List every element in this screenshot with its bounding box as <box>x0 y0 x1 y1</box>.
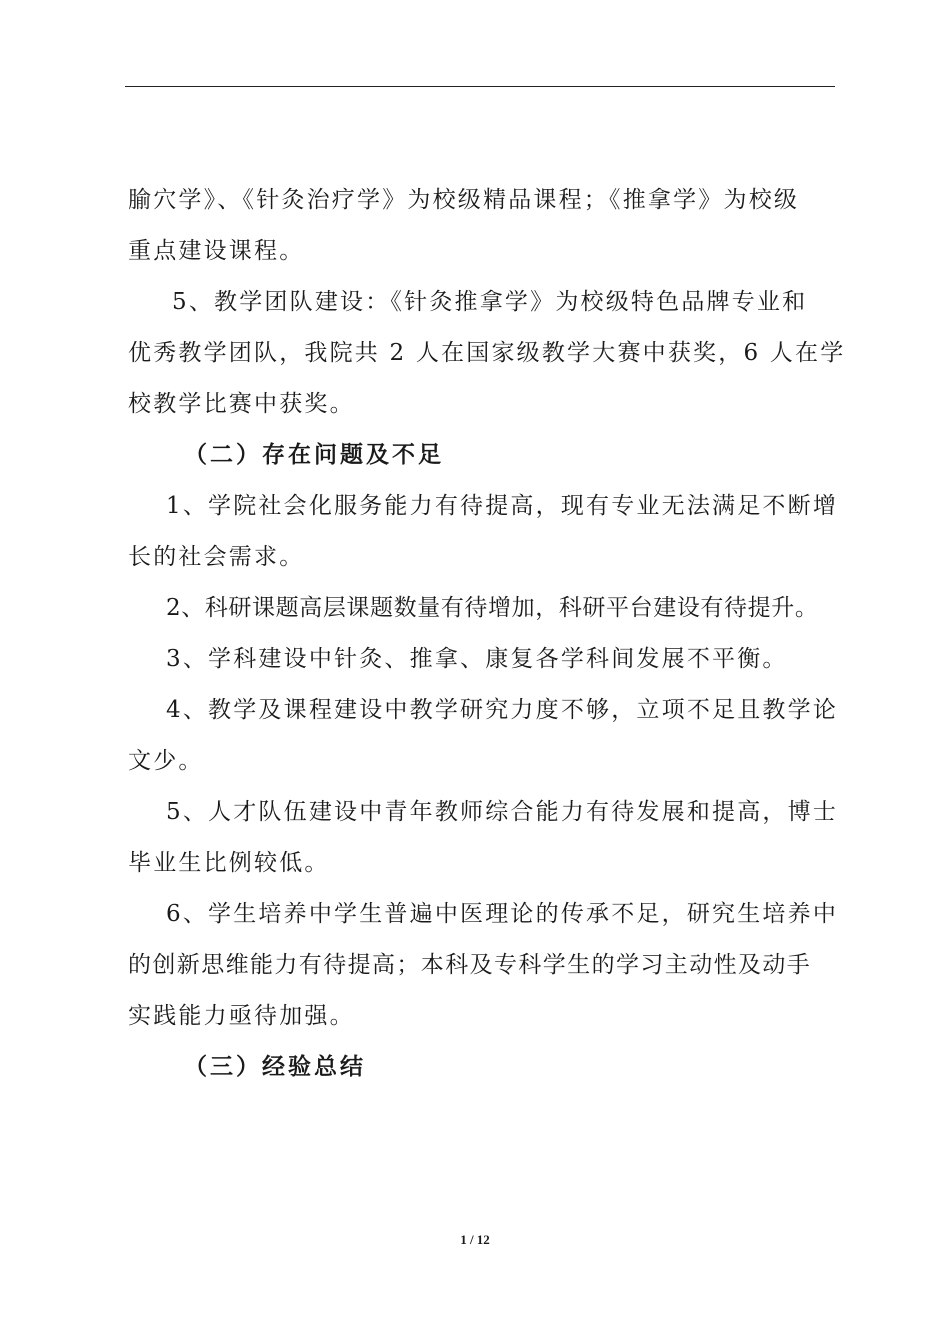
body-line: 腧穴学》、《针灸治疗学》为校级精品课程；《推拿学》为校级 <box>128 187 800 213</box>
body-line: 校教学比赛中获奖。 <box>128 391 355 417</box>
paragraph-item-6: 6、学生培养中学生普遍中医理论的传承不足，研究生培养中 <box>166 901 839 927</box>
body-line: 长的社会需求。 <box>128 544 305 570</box>
body-line: 实践能力亟待加强。 <box>128 1003 355 1029</box>
paragraph-item-5b: 5、人才队伍建设中青年教师综合能力有待发展和提高，博士 <box>166 799 839 825</box>
body-line: 重点建设课程。 <box>128 238 305 264</box>
body-line: 文少。 <box>128 748 204 774</box>
paragraph-item-5: 5、教学团队建设：《针灸推拿学》为校级特色品牌专业和 <box>172 289 808 315</box>
paragraph-item-3: 3、学科建设中针灸、推拿、康复各学科间发展不平衡。 <box>166 646 788 672</box>
body-line: 毕业生比例较低。 <box>128 850 330 876</box>
paragraph-item-4: 4、教学及课程建设中教学研究力度不够，立项不足且教学论 <box>166 697 839 723</box>
document-body <box>128 175 846 1093</box>
header-rule <box>125 86 835 87</box>
body-line: 的创新思维能力有待提高；本科及专科学生的学习主动性及动手 <box>128 952 812 978</box>
section-heading-problems: （二）存在问题及不足 <box>184 442 444 468</box>
page-number: 1 / 12 <box>460 1232 490 1247</box>
paragraph-item-2: 2、科研课题高层课题数量有待增加，科研平台建设有待提升。 <box>166 595 819 621</box>
paragraph-item-1: 1、学院社会化服务能力有待提高，现有专业无法满足不断增 <box>166 493 839 519</box>
section-heading-experience: （三）经验总结 <box>184 1054 366 1080</box>
body-line: 优秀教学团队，我院共 2 人在国家级教学大赛中获奖，6 人在学 <box>128 340 846 366</box>
